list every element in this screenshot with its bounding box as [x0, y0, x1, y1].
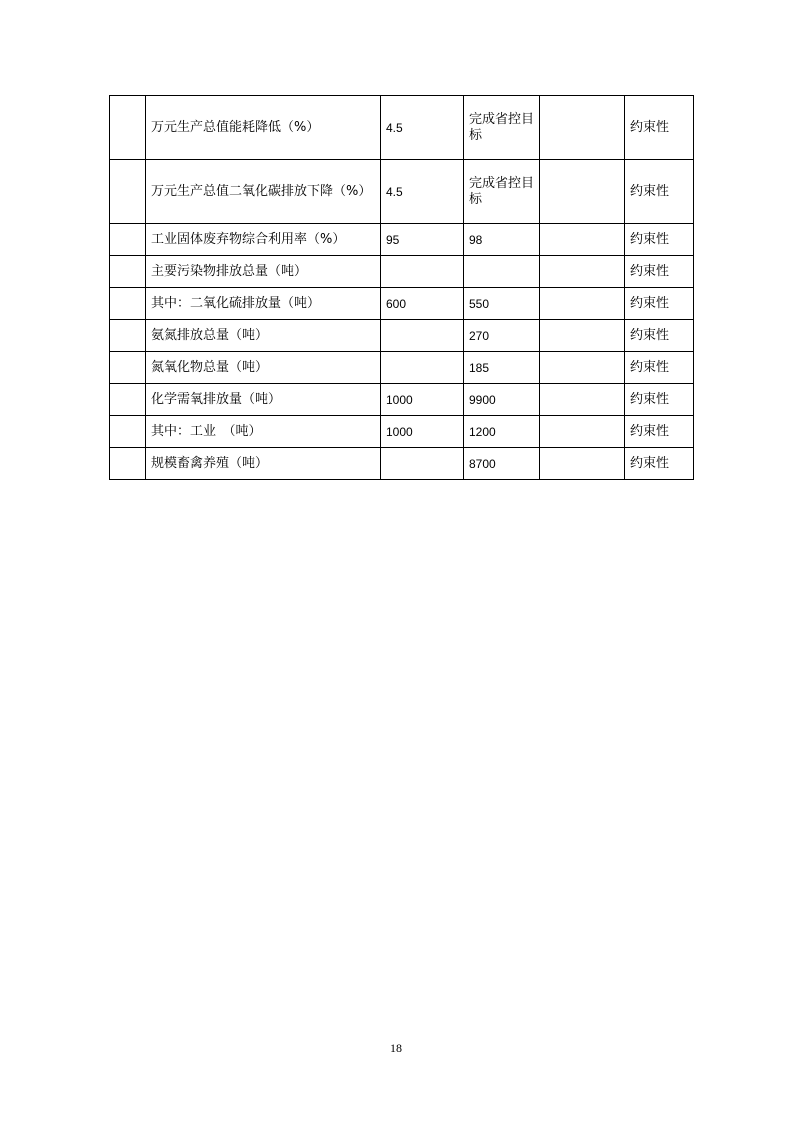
base-value-cell: 600 — [381, 288, 464, 320]
nature-cell: 约束性 — [625, 224, 694, 256]
page-number: 18 — [390, 1041, 402, 1055]
table-row — [110, 352, 694, 384]
table-row — [110, 416, 694, 448]
base-value-cell — [381, 256, 464, 288]
indicator-cell: 万元生产总值能耗降低（%） — [146, 96, 381, 160]
indicator-cell: 工业固体废弃物综合利用率（%） — [146, 224, 381, 256]
extra-cell — [540, 352, 625, 384]
target-value-cell: 完成省控目标 — [464, 160, 540, 224]
category-cell — [110, 160, 146, 224]
indicator-cell: 氮氧化物总量（吨） — [146, 352, 381, 384]
category-cell — [110, 224, 146, 256]
base-value-cell — [381, 320, 464, 352]
base-value-cell: 4.5 — [381, 160, 464, 224]
table-row — [110, 288, 694, 320]
extra-cell — [540, 160, 625, 224]
base-value-cell: 1000 — [381, 384, 464, 416]
base-value-cell — [381, 352, 464, 384]
base-value-cell: 1000 — [381, 416, 464, 448]
indicator-cell: 主要污染物排放总量（吨） — [146, 256, 381, 288]
nature-cell: 约束性 — [625, 352, 694, 384]
indicator-cell: 其中：二氧化硫排放量（吨） — [146, 288, 381, 320]
nature-cell: 约束性 — [625, 448, 694, 480]
target-value-cell: 8700 — [464, 448, 540, 480]
target-value-cell: 完成省控目标 — [464, 96, 540, 160]
extra-cell — [540, 288, 625, 320]
base-value-cell — [381, 448, 464, 480]
category-cell — [110, 96, 146, 160]
target-value-cell: 98 — [464, 224, 540, 256]
target-value-cell: 550 — [464, 288, 540, 320]
category-cell — [110, 352, 146, 384]
table-row — [110, 320, 694, 352]
category-cell — [110, 448, 146, 480]
nature-cell: 约束性 — [625, 416, 694, 448]
target-value-cell — [464, 256, 540, 288]
category-cell — [110, 320, 146, 352]
category-cell — [110, 384, 146, 416]
category-cell — [110, 288, 146, 320]
base-value-cell: 95 — [381, 224, 464, 256]
indicator-cell: 其中：工业 （吨） — [146, 416, 381, 448]
nature-cell: 约束性 — [625, 288, 694, 320]
nature-cell: 约束性 — [625, 320, 694, 352]
nature-cell: 约束性 — [625, 256, 694, 288]
table-row — [110, 384, 694, 416]
nature-cell: 约束性 — [625, 96, 694, 160]
table-row — [110, 96, 694, 160]
extra-cell — [540, 320, 625, 352]
extra-cell — [540, 96, 625, 160]
nature-cell: 约束性 — [625, 160, 694, 224]
extra-cell — [540, 224, 625, 256]
base-value-cell: 4.5 — [381, 96, 464, 160]
table-row — [110, 256, 694, 288]
target-value-cell: 9900 — [464, 384, 540, 416]
nature-cell: 约束性 — [625, 384, 694, 416]
target-value-cell: 1200 — [464, 416, 540, 448]
target-value-cell: 185 — [464, 352, 540, 384]
extra-cell — [540, 384, 625, 416]
indicator-cell: 万元生产总值二氧化碳排放下降（%） — [146, 160, 381, 224]
indicator-cell: 化学需氧排放量（吨） — [146, 384, 381, 416]
extra-cell — [540, 448, 625, 480]
target-value-cell: 270 — [464, 320, 540, 352]
table-row — [110, 160, 694, 224]
category-cell — [110, 416, 146, 448]
table-row — [110, 224, 694, 256]
indicator-table — [109, 95, 694, 480]
extra-cell — [540, 256, 625, 288]
indicator-cell: 氨氮排放总量（吨） — [146, 320, 381, 352]
indicator-cell: 规模畜禽养殖（吨） — [146, 448, 381, 480]
category-cell — [110, 256, 146, 288]
extra-cell — [540, 416, 625, 448]
table-row — [110, 448, 694, 480]
